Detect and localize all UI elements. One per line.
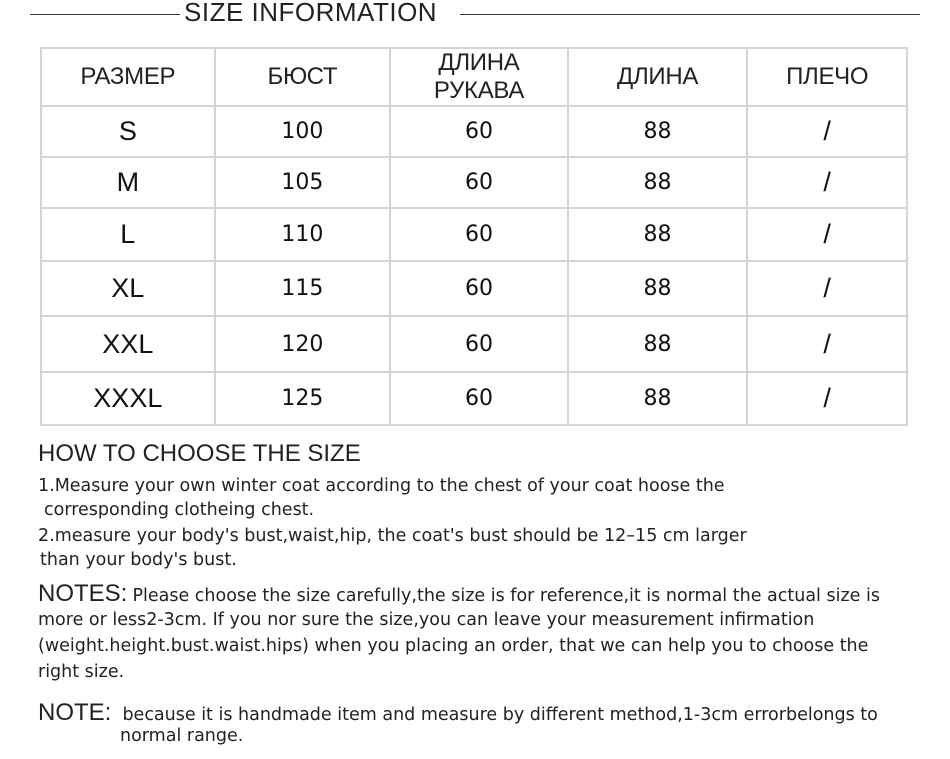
heading-rule-right <box>460 14 920 15</box>
table-header-row <box>41 48 907 106</box>
header-bust: БЮСТ <box>215 48 391 106</box>
howto-step1-line1: 1.Measure your own winter coat according to the chest of your coat hoose the <box>38 476 725 496</box>
table-row <box>41 316 907 372</box>
notes-block <box>38 580 918 608</box>
cell-sleeve: 60 <box>390 157 568 208</box>
cell-shoulder: / <box>747 372 907 425</box>
cell-size: L <box>41 208 215 261</box>
header-length: ДЛИНА <box>568 48 748 106</box>
note-line1: because it is handmade item and measure by different method,1-3cm errorbelongs to <box>122 705 878 725</box>
heading-title: SIZE INFORMATION <box>184 0 438 27</box>
cell-length: 88 <box>568 261 748 316</box>
notes-line3: (weight.height.bust.waist.hips) when you placing an order, that we can help you to choose the <box>38 636 869 656</box>
cell-sleeve: 60 <box>390 261 568 316</box>
notes-line1: Please choose the size carefully,the size is for reference,it is normal the actual size is <box>132 586 880 606</box>
cell-bust: 105 <box>215 157 391 208</box>
cell-size: XXXL <box>41 372 215 425</box>
table-row <box>41 372 907 425</box>
notes-label: NOTES: <box>38 580 128 607</box>
notes-line2: more or less2-3cm. If you nor sure the size,you can leave your measurement infirmation <box>38 610 815 630</box>
header-size: РАЗМЕР <box>41 48 215 106</box>
cell-sleeve: 60 <box>390 372 568 425</box>
section-heading <box>0 0 950 28</box>
heading-rule-left <box>30 14 180 15</box>
note-line2: normal range. <box>120 726 244 746</box>
table-row <box>41 157 907 208</box>
size-table <box>40 47 908 426</box>
howto-step2-line2: than your body's bust. <box>40 550 237 570</box>
cell-bust: 110 <box>215 208 391 261</box>
note-block <box>38 699 918 727</box>
table-row <box>41 261 907 316</box>
cell-size: M <box>41 157 215 208</box>
cell-shoulder: / <box>747 106 907 157</box>
notes-line4: right size. <box>38 662 125 682</box>
cell-length: 88 <box>568 106 748 157</box>
cell-size: S <box>41 106 215 157</box>
cell-length: 88 <box>568 208 748 261</box>
cell-size: XXL <box>41 316 215 372</box>
cell-sleeve: 60 <box>390 208 568 261</box>
howto-step1-line2: corresponding clotheing chest. <box>44 500 315 520</box>
table-row <box>41 106 907 157</box>
cell-size: XL <box>41 261 215 316</box>
cell-bust: 100 <box>215 106 391 157</box>
cell-shoulder: / <box>747 208 907 261</box>
cell-bust: 125 <box>215 372 391 425</box>
cell-bust: 120 <box>215 316 391 372</box>
header-sleeve-length: ДЛИНА РУКАВА <box>390 48 568 106</box>
cell-length: 88 <box>568 316 748 372</box>
cell-sleeve: 60 <box>390 316 568 372</box>
cell-shoulder: / <box>747 316 907 372</box>
table-row <box>41 208 907 261</box>
cell-bust: 115 <box>215 261 391 316</box>
cell-shoulder: / <box>747 157 907 208</box>
note-label: NOTE: <box>38 699 112 726</box>
cell-sleeve: 60 <box>390 106 568 157</box>
cell-length: 88 <box>568 372 748 425</box>
howto-step2-line1: 2.measure your body's bust,waist,hip, the coat's bust should be 12–15 cm larger <box>38 526 747 546</box>
cell-shoulder: / <box>747 261 907 316</box>
howto-title: HOW TO CHOOSE THE SIZE <box>38 440 361 467</box>
cell-length: 88 <box>568 157 748 208</box>
header-shoulder: ПЛЕЧО <box>747 48 907 106</box>
